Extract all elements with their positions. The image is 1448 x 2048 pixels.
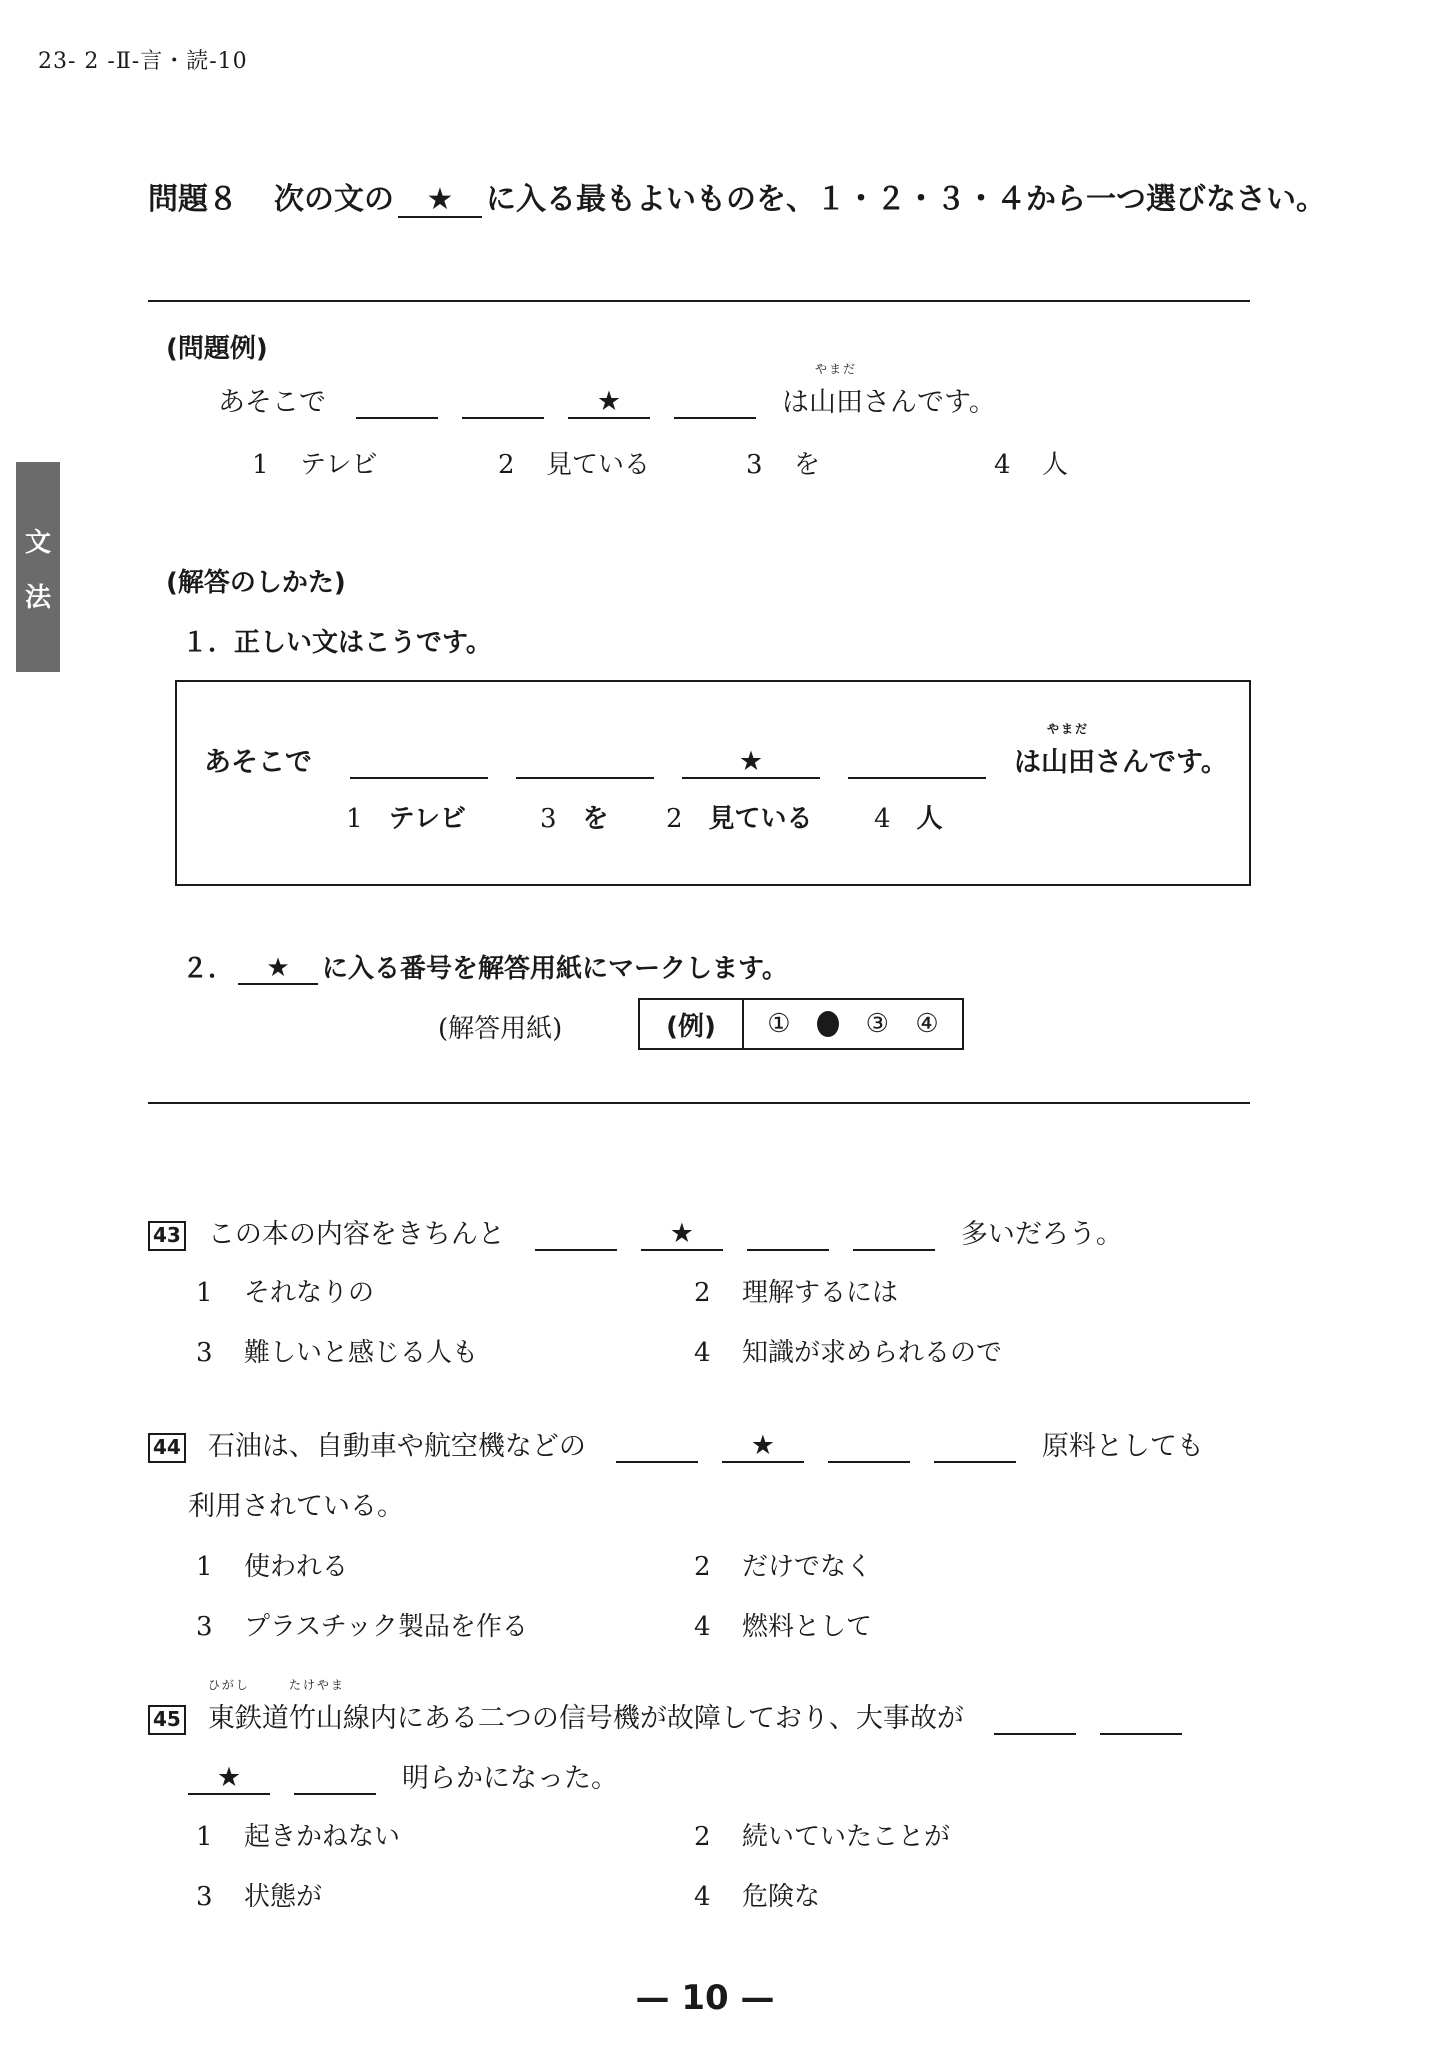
- kanji: 竹山: [288, 1703, 343, 1734]
- question-option: 4 危険な: [694, 1882, 821, 1912]
- question-option: 2 理解するには: [694, 1278, 899, 1308]
- furigana-word: [207, 1678, 250, 1735]
- question-option: 1 それなりの: [196, 1278, 375, 1308]
- answer-blank: [1100, 1703, 1182, 1735]
- furigana-word: [809, 362, 863, 419]
- example-option: 4 人: [994, 450, 1069, 480]
- problem-instruction: [148, 174, 1326, 218]
- question-44: [148, 1424, 1204, 1463]
- question-option: 4 燃料として: [694, 1612, 873, 1642]
- answer-sheet-sample: [638, 998, 964, 1050]
- correct-sentence: [204, 722, 1228, 779]
- question-option: 3 プラスチック製品を作る: [196, 1612, 528, 1642]
- question-text-end: 明らかになった。: [402, 1763, 618, 1794]
- answer-blank: [294, 1763, 376, 1795]
- example-sentence-end-prefix: は: [782, 387, 809, 418]
- answer-blank: [747, 1219, 829, 1251]
- example-sentence-end-suffix: さんです。: [863, 387, 996, 418]
- correct-sentence-start: あそこで: [204, 747, 312, 778]
- correct-order-item: 1 テレビ: [346, 804, 467, 834]
- correct-order-item: 2 見ている: [666, 804, 813, 834]
- furigana-word: [288, 1678, 345, 1735]
- star-blank: ★: [641, 1219, 723, 1251]
- star-blank: ★: [682, 747, 820, 779]
- star-marker: ★: [238, 954, 318, 985]
- kanji: 山田: [1041, 747, 1095, 778]
- answer-blank: [462, 387, 544, 419]
- answer-blank: [828, 1431, 910, 1463]
- star-marker: ★: [398, 183, 482, 218]
- furigana: やまだ: [1046, 722, 1089, 736]
- question-text-line-2: 利用されている。: [188, 1491, 404, 1522]
- answer-blank: [350, 747, 488, 779]
- example-label: (問題例): [166, 334, 268, 364]
- answer-blank: [853, 1219, 935, 1251]
- question-option: 1 使われる: [196, 1552, 349, 1582]
- page-number: — 10 —: [635, 1978, 775, 2018]
- answer-blank: [616, 1431, 698, 1463]
- answer-sheet-label: (例): [640, 1000, 744, 1048]
- question-option: 3 難しいと感じる人も: [196, 1338, 479, 1368]
- mark-option-4: ④: [915, 1009, 939, 1039]
- side-tab-char: 法: [24, 583, 51, 613]
- answer-blank: [516, 747, 654, 779]
- problem-label: 問題８: [148, 182, 238, 217]
- example-option: 1 テレビ: [252, 450, 378, 480]
- furigana: やまだ: [814, 362, 857, 376]
- mark-option-3: ③: [865, 1009, 889, 1039]
- question-text-end: 多いだろう。: [960, 1219, 1123, 1250]
- star-blank: ★: [568, 387, 650, 419]
- section-side-tab: [16, 462, 60, 672]
- question-option: 2 続いていたことが: [694, 1822, 951, 1852]
- answer-blank: [535, 1219, 617, 1251]
- correct-order-item: 3 を: [540, 804, 609, 834]
- question-text: 石油は、自動車や航空機などの: [207, 1431, 586, 1462]
- correct-sentence-end-suffix: さんです。: [1095, 747, 1228, 778]
- answer-blank: [934, 1431, 1016, 1463]
- mark-option-1: ①: [767, 1009, 791, 1039]
- answer-blank: [848, 747, 986, 779]
- kanji: 東: [207, 1703, 235, 1734]
- answer-sheet-caption: (解答用紙): [438, 1014, 563, 1044]
- answer-blank: [674, 387, 756, 419]
- instruction-text-after: に入る最もよいものを、１・２・３・４から一つ選びなさい。: [486, 182, 1326, 217]
- how-to-step-2: ２． ★ に入る番号を解答用紙にマークします。: [182, 953, 788, 984]
- divider-top: [148, 300, 1250, 302]
- question-text: 線内にある二つの信号機が故障しており、大事故が: [342, 1703, 964, 1734]
- question-text-end: 原料としても: [1041, 1431, 1204, 1462]
- question-43: [148, 1212, 1123, 1251]
- side-tab-char: 文: [24, 528, 51, 558]
- example-option: 3 を: [746, 450, 821, 480]
- question-number: 43: [148, 1221, 186, 1251]
- correct-order-item: 4 人: [874, 804, 943, 834]
- correct-sentence-end-prefix: は: [1014, 747, 1041, 778]
- page-code: 23- 2 -Ⅱ-言・読-10: [38, 49, 248, 74]
- answer-sheet-marks: [744, 1000, 962, 1048]
- kanji: 山田: [809, 387, 863, 418]
- filled-mark-option-2: [817, 1011, 839, 1037]
- question-text: 鉄道: [234, 1703, 289, 1734]
- star-blank: ★: [188, 1763, 270, 1795]
- example-sentence-start: あそこで: [218, 387, 326, 418]
- question-option: 2 だけでなく: [694, 1552, 873, 1582]
- question-45: [148, 1678, 1194, 1735]
- furigana: ひがし: [207, 1678, 250, 1692]
- question-number: 45: [148, 1705, 186, 1735]
- furigana: たけやま: [288, 1678, 345, 1692]
- question-option: 3 状態が: [196, 1882, 323, 1912]
- instruction-text-before: 次の文の: [274, 182, 394, 217]
- example-sentence: [218, 362, 996, 419]
- question-45-line-2: [176, 1756, 618, 1795]
- star-blank: ★: [722, 1431, 804, 1463]
- question-text: この本の内容をきちんと: [207, 1219, 505, 1250]
- how-to-label: (解答のしかた): [166, 568, 346, 598]
- answer-blank: [356, 387, 438, 419]
- how-to-step-1: １．正しい文はこうです。: [182, 628, 492, 658]
- question-option: 4 知識が求められるので: [694, 1338, 1003, 1368]
- furigana-word: [1041, 722, 1095, 779]
- question-option: 1 起きかねない: [196, 1822, 401, 1852]
- example-option: 2 見ている: [498, 450, 651, 480]
- correct-sentence-box: [175, 680, 1251, 886]
- divider-bottom: [148, 1102, 1250, 1104]
- question-number: 44: [148, 1433, 186, 1463]
- answer-blank: [994, 1703, 1076, 1735]
